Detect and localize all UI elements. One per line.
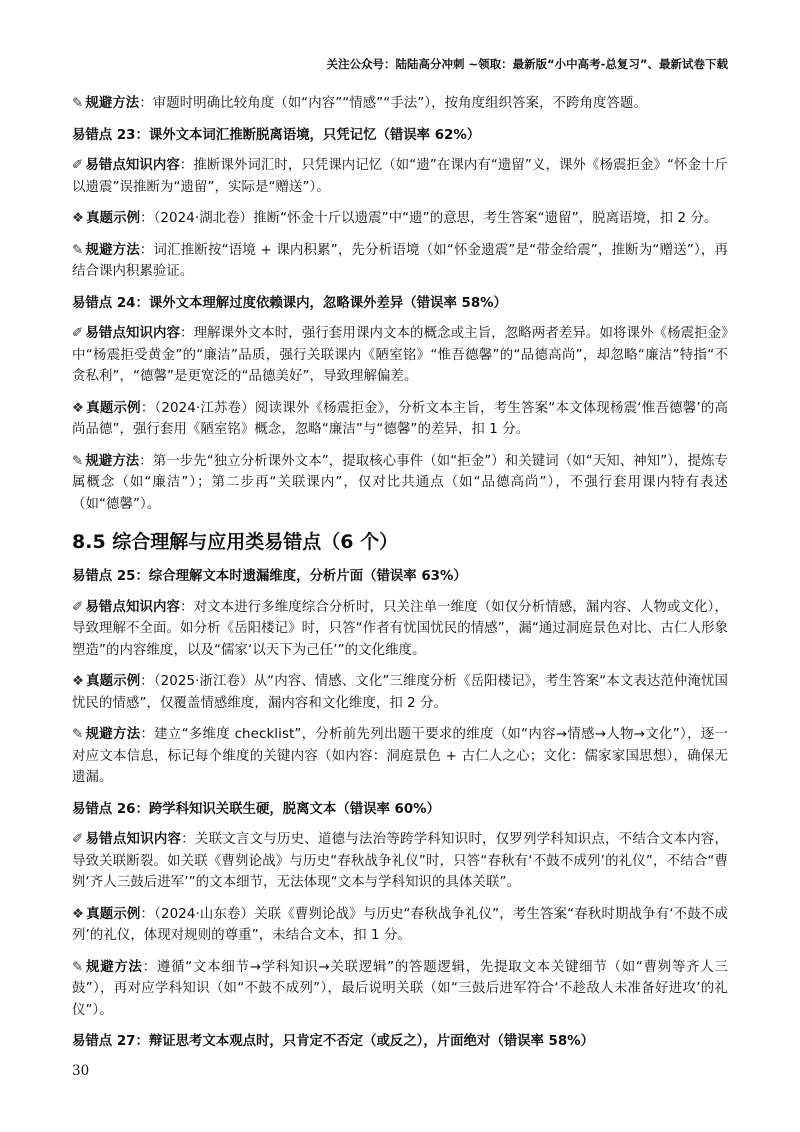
error-point-heading: 易错点 24：课外文本理解过度依赖课内，忽略课外差异（错误率 58%） [72, 295, 507, 311]
diamond-icon: ❖ [72, 674, 85, 689]
pencil-icon: ✎ [72, 453, 84, 469]
diamond-icon: ❖ [72, 211, 85, 226]
content-paragraph [72, 671, 728, 714]
paragraph-label: 真题示例 [86, 906, 141, 922]
page-content [72, 93, 728, 1062]
diamond-icon: ❖ [72, 906, 85, 922]
page-header: 关注公众号：陆陆高分冲刺 ~领取：最新版“小中高考-总复习”、最新试卷下载 [326, 57, 728, 71]
content-paragraph [72, 398, 728, 441]
pencil-icon: ✎ [72, 959, 84, 975]
quill-icon: ✐ [72, 326, 84, 341]
paragraph-label: 真题示例 [86, 674, 141, 689]
paragraph-label: 易错点知识内容 [85, 326, 181, 341]
paragraph-label: 规避方法 [85, 959, 143, 975]
content-paragraph [72, 208, 728, 230]
paragraph-text: ：关联文言文与历史、道德与法治等跨学科知识时，仅罗列学科知识点，不结合文本内容，导致关联断裂。如关联《曹刿论战》与历史“春秋战争礼仪”时，只答“春秋有‘不鼓不成列’的礼仪”，不结合“曹刿‘齐人三鼓后进军’”的文本细节，无法体现“文本与学科知识的具体关联”。 [72, 832, 728, 890]
paragraph-text: ：（2025·浙江卷）从“内容、情感、文化”三维度分析《岳阳楼记》，考生答案“本文表达范仲淹忧国忧民的情感”，仅覆盖情感维度，漏内容和文化维度，扣 2 分。 [72, 674, 729, 711]
paragraph-text: ：第一步先“独立分析课外文本”，提取核心事件（如“拒金”）和关键词（如“天知、神知”），提炼专属概念（如“廉洁”）；第二步再“关联课内”，仅对比共通点（如“品德高尚”），不强行套用课内特有表述（如“德馨”）。 [72, 453, 728, 512]
content-paragraph [72, 829, 728, 894]
paragraph-text: ：建立“多维度 checklist”，分析前先列出题干要求的维度（如“内容→情感→人物→文化”），逐一对应文本信息，标记每个维度的关键内容（如内容：洞庭景色 + 古仁人之心；文化：儒家家国思想），确保无遗漏。 [72, 727, 728, 785]
content-paragraph [72, 597, 728, 662]
content-paragraph [72, 724, 728, 789]
quill-icon: ✐ [72, 158, 84, 173]
pencil-icon: ✎ [72, 242, 84, 258]
quill-icon: ✐ [72, 599, 84, 615]
paragraph-text: ：（2024·山东卷）关联《曹刿论战》与历史“春秋战争礼仪”，考生答案“春秋时期战争有‘不鼓不成列’的礼仪，体现对规则的尊重”，未结合文本，扣 1 分。 [72, 906, 729, 943]
paragraph-text: ：遵循“文本细节→学科知识→关联逻辑”的答题逻辑，先提取文本关键细节（如“曹刿等齐人三鼓”），再对应学科知识（如“不鼓不成列”），最后说明关联（如“三鼓后进军符合‘不趁敌人未准备好进攻’的礼仪”）。 [72, 959, 728, 1018]
section-heading: 8.5 综合理解与应用类易错点（6 个） [72, 531, 399, 553]
pencil-icon: ✎ [72, 96, 84, 111]
paragraph-text: ：审题时明确比较角度（如“内容”“情感”“手法”），按角度组织答案，不跨角度答题。 [139, 96, 647, 111]
content-paragraph [72, 957, 728, 1022]
error-point-heading: 易错点 25：综合理解文本时遗漏维度，分析片面（错误率 63%） [72, 569, 467, 584]
error-point-heading: 易错点 26：跨学科知识关联生硬，脱离文本（错误率 60%） [72, 801, 440, 817]
paragraph-label: 规避方法 [85, 727, 141, 742]
error-point-heading: 易错点 23：课外文本词汇推断脱离语境，只凭记忆（错误率 62%） [72, 127, 481, 143]
error-point-heading: 易错点 27：辩证思考文本观点时，只肯定不否定（或反之），片面绝对（错误率 58%） [72, 1034, 594, 1049]
paragraph-label: 真题示例 [86, 400, 141, 416]
paragraph-text: ：推断课外词汇时，只凭课内记忆（如“遗”在课内有“遗留”义，课外《杨震拒金》“怀金十斤以遗震”误推断为“遗留”，实际是“赠送”）。 [72, 158, 728, 195]
content-paragraph [72, 323, 728, 388]
pencil-icon: ✎ [72, 727, 84, 742]
paragraph-text: ：（2024·湖北卷）推断“怀金十斤以遗震”中“遗”的意思，考生答案“遗留”，脱离语境，扣 2 分。 [140, 211, 718, 226]
content-paragraph [72, 93, 728, 115]
page-number: 30 [72, 1063, 90, 1079]
content-paragraph [72, 155, 728, 198]
paragraph-text: ：理解课外文本时，强行套用课内文本的概念或主旨，忽略两者差异。如将课外《杨震拒金》中“杨震拒受黄金”的“廉洁”品质，强行关联课内《陋室铭》“惟吾德馨”的“品德高尚”，却忽略“廉洁”特指“不贪私利”，“德馨”是更宽泛的“品德美好”，导致理解偏差。 [72, 326, 729, 384]
paragraph-label: 易错点知识内容 [85, 158, 180, 173]
content-paragraph [72, 904, 728, 947]
paragraph-text: ：对文本进行多维度综合分析时，只关注单一维度（如仅分析情感，漏内容、人物或文化），导致理解不全面。如分析《岳阳楼记》时，只答“作者有忧国忧民的情感”，漏“通过洞庭景色对比、古仁人形象塑造”的内容维度，以及“儒家‘以天下为己任’”的文化维度。 [72, 599, 729, 658]
paragraph-label: 易错点知识内容 [85, 599, 181, 615]
paragraph-label: 规避方法 [85, 453, 140, 469]
paragraph-text: ：（2024·江苏卷）阅读课外《杨震拒金》，分析文本主旨，考生答案“本文体现杨震‘惟吾德馨’的高尚品德”，强行套用《陋室铭》概念，忽略“廉洁”与“德馨”的差异，扣 1 分。 [72, 400, 728, 437]
paragraph-label: 规避方法 [85, 96, 140, 111]
paragraph-text: ：词汇推断按“语境 + 课内积累”，先分析语境（如“怀金遗震”是“带金给震”，推断为“赠送”），再结合课内积累验证。 [72, 242, 728, 279]
quill-icon: ✐ [72, 832, 84, 847]
diamond-icon: ❖ [72, 400, 85, 416]
paragraph-label: 易错点知识内容 [85, 832, 182, 847]
paragraph-label: 真题示例 [86, 211, 141, 226]
content-paragraph [72, 451, 728, 516]
content-paragraph [72, 240, 728, 283]
paragraph-label: 规避方法 [85, 242, 140, 258]
